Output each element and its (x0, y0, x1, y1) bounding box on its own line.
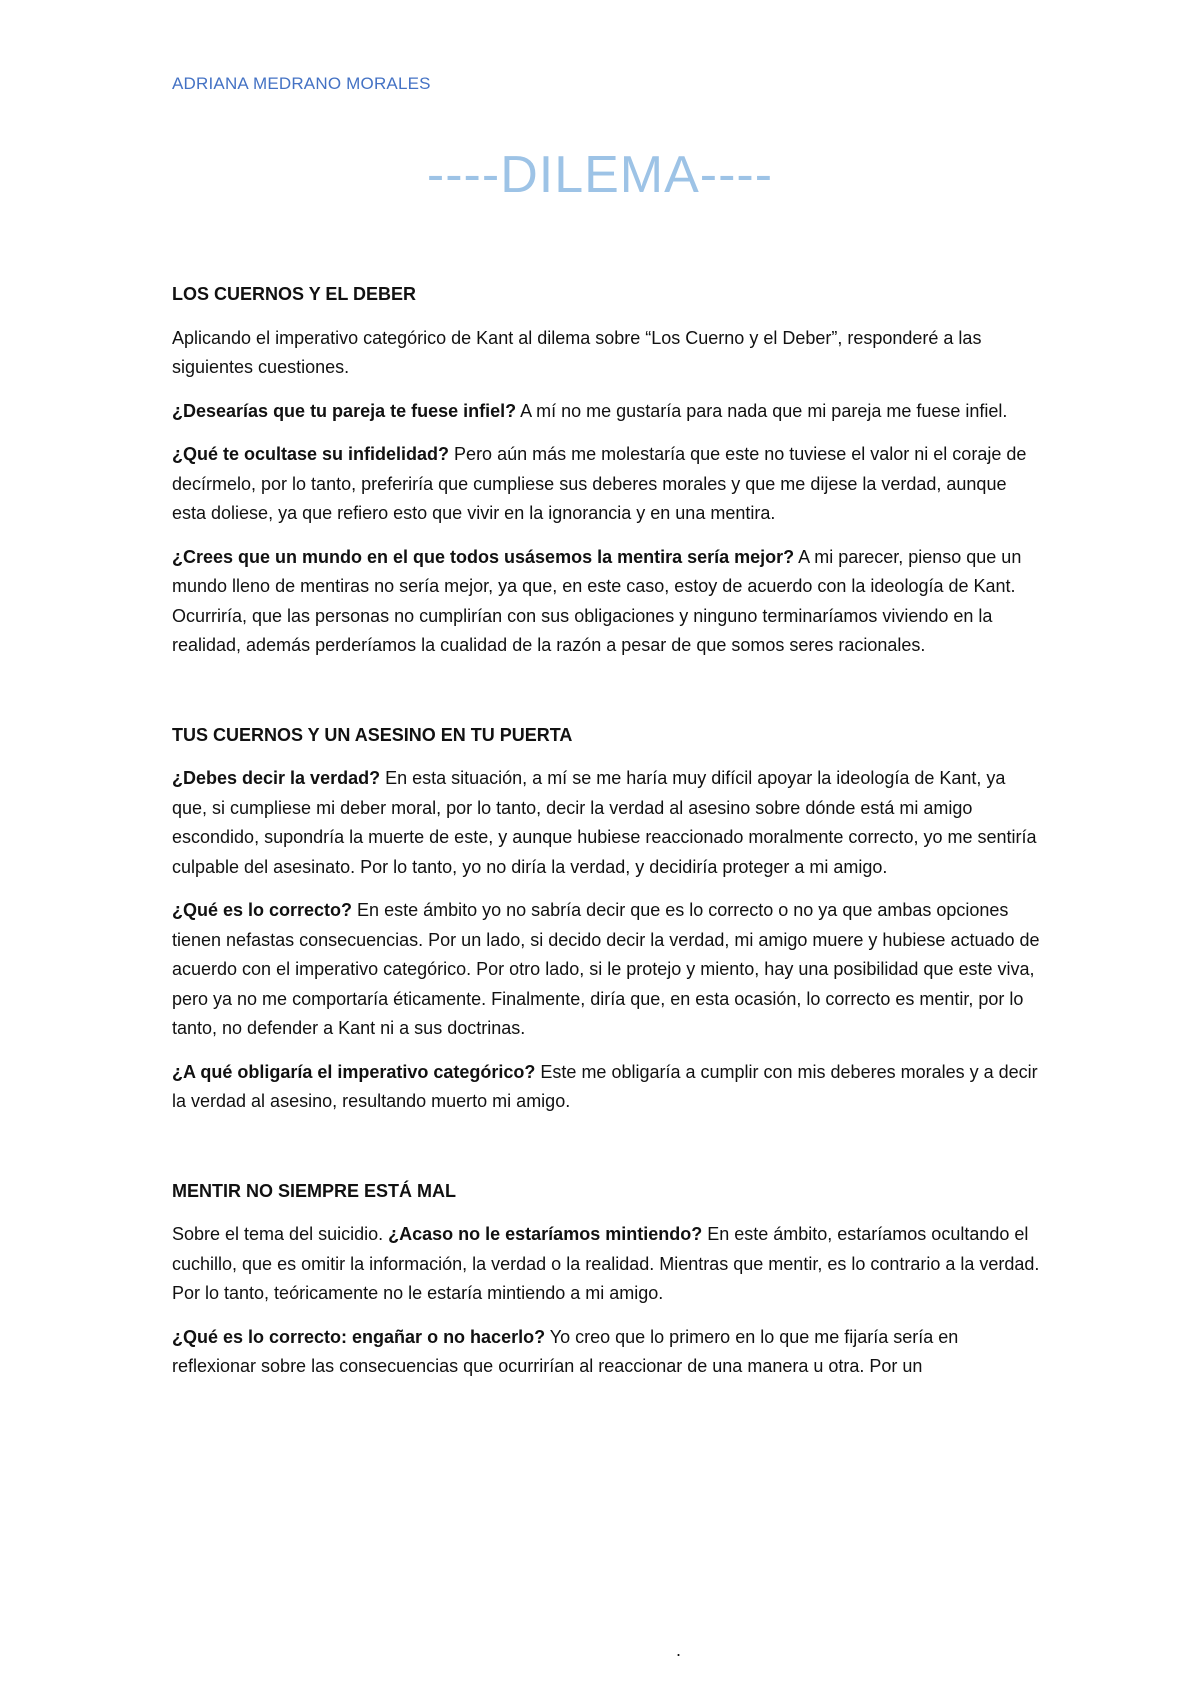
answer-text: A mi parecer, pienso que un mundo lleno de mentiras no sería mejor, ya que, en este caso, estoy de acuerdo con la ideología de Kant. Ocurriría, que las personas no cumplirían con sus obligaciones y ninguno terminaríamos viviendo en la realidad, además perderíamos la cualidad de la razón a pesar de que somos seres racionales. (172, 546, 1022, 655)
paragraph-prefix: Sobre el tema del suicidio. (172, 1224, 389, 1244)
question-text: ¿Qué es lo correcto: engañar o no hacerlo? (172, 1326, 546, 1347)
paragraph (172, 1323, 1042, 1382)
paragraph (172, 440, 1042, 529)
section-heading: MENTIR NO SIEMPRE ESTÁ MAL (172, 1180, 457, 1201)
question-text: ¿Qué te ocultase su infidelidad? (172, 444, 450, 464)
paragraph (172, 1058, 1042, 1117)
question-text: ¿A qué obligaría el imperativo categórico? (172, 1061, 536, 1082)
question-text: ¿Qué es lo correcto? (172, 900, 353, 920)
answer-text: En este ámbito yo no sabría decir que es lo correcto o no ya que ambas opciones tienen nefastas consecuencias. Por un lado, si decido decir la verdad, mi amigo muere y hubiese actuado de acuerdo con el imperativo categórico. Por otro lado, si le protejo y miento, hay una posibilidad que este viva, pero ya no me comportaría éticamente. Finalmente, diría que, en esta ocasión, lo correcto es mentir, por lo tanto, no defender a Kant ni a sus doctrinas. (172, 900, 1040, 1038)
answer-text: En este ámbito, estaríamos ocultando el cuchillo, que es omitir la información, la verdad o la realidad. Mientras que mentir, es lo contrario a la verdad. Por lo tanto, teóricamente no le estaría mintiendo a mi amigo. (172, 1224, 1040, 1303)
answer-text: Yo creo que lo primero en lo que me fijaría sería en reflexionar sobre las consecuencias que ocurrirían al reaccionar de una manera u otra. Por un (172, 1326, 959, 1376)
answer-text: A mí no me gustaría para nada que mi pareja me fuese infiel. (516, 400, 1008, 421)
paragraph (172, 397, 1042, 427)
answer-text: Este me obligaría a cumplir con mis deberes morales y a decir la verdad al asesino, resultando muerto mi amigo. (172, 1061, 1038, 1111)
answer-text: Pero aún más me molestaría que este no tuviese el valor ni el coraje de decírmelo, por lo tanto, preferiría que cumpliese sus deberes morales y que me dijese la verdad, aunque esta doliese, ya que refiero esto que vivir en la ignorancia y en una mentira. (172, 444, 1027, 523)
section-asesino (172, 721, 1042, 1117)
page-footer-mark: . (676, 1640, 682, 1660)
paragraph (172, 896, 1042, 1044)
section-mentir (172, 1177, 1042, 1382)
paragraph (172, 543, 1042, 661)
section-heading: LOS CUERNOS Y EL DEBER (172, 284, 417, 304)
section-los-cuernos (172, 280, 1042, 661)
question-text: ¿Crees que un mundo en el que todos usásemos la mentira sería mejor? (172, 546, 795, 567)
paragraph (172, 324, 1042, 383)
document-body (172, 280, 1042, 1396)
section-heading: TUS CUERNOS Y UN ASESINO EN TU PUERTA (172, 724, 573, 745)
paragraph (172, 1220, 1042, 1309)
question-text: ¿Debes decir la verdad? (172, 768, 381, 788)
section-spacer (172, 1131, 1042, 1177)
question-text: ¿Desearías que tu pareja te fuese infiel? (172, 400, 517, 421)
document-title: ----DILEMA---- (426, 146, 774, 204)
paragraph-text: Aplicando el imperativo categórico de Kant al dilema sobre “Los Cuerno y el Deber”, responderé a las siguientes cuestiones. (172, 327, 982, 377)
author-name: ADRIANA MEDRANO MORALES (172, 74, 431, 93)
question-text: ¿Acaso no le estaríamos mintiendo? (388, 1224, 703, 1244)
section-spacer (172, 675, 1042, 721)
paragraph (172, 764, 1042, 882)
answer-text: En esta situación, a mí se me haría muy difícil apoyar la ideología de Kant, ya que, si cumpliese mi deber moral, por lo tanto, decir la verdad al asesino sobre dónde está mi amigo escondido, supondría la muerte de este, y aunque hubiese reaccionado moralmente correcto, yo me sentiría culpable del asesinato. Por lo tanto, yo no diría la verdad, y decidiría proteger a mi amigo. (172, 768, 1037, 877)
